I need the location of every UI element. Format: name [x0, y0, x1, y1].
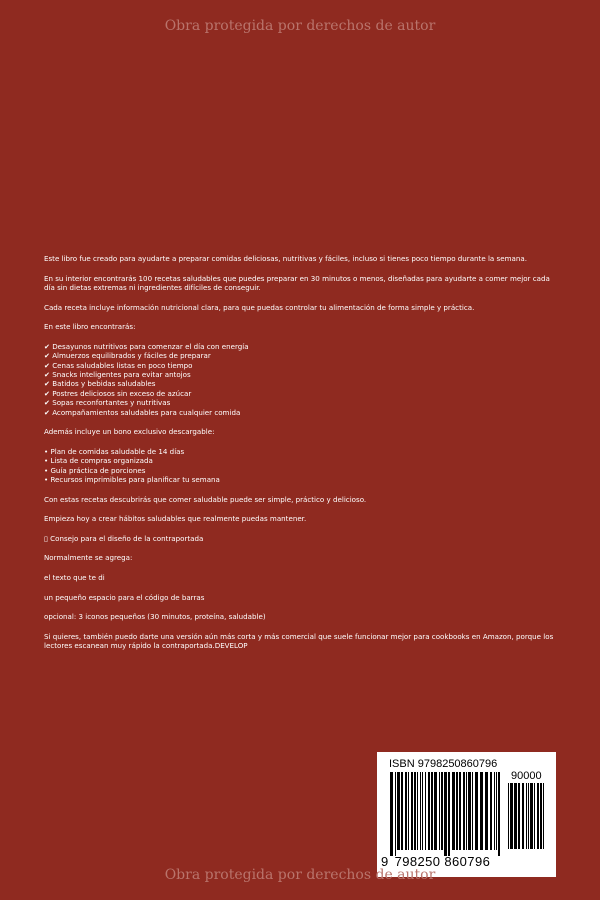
barcode-bar	[420, 772, 421, 850]
barcode-bar	[468, 772, 471, 850]
barcode-bar	[466, 772, 467, 850]
isbn-digit-first: 9	[381, 854, 389, 869]
barcode-bar	[518, 783, 520, 849]
isbn-barcode	[377, 752, 556, 877]
barcode-bar	[441, 772, 443, 850]
barcode-bar	[401, 772, 403, 850]
barcode-bar	[405, 772, 407, 850]
feature-item: ✔ Acompañamientos saludables para cualquier comida	[44, 407, 241, 417]
bonus-list	[44, 447, 560, 485]
barcode-bar	[494, 772, 495, 850]
barcode-bar	[540, 783, 542, 849]
barcode-bar	[417, 772, 418, 850]
feature-item: ✔ Sopas reconfortantes y nutritivas	[44, 398, 171, 408]
recipes-paragraph: En su interior encontrarás 100 recetas saludables que puedes preparar en 30 minutos o menos, diseñadas para ayudarte a comer mejor cada día sin dietas extremas ni ingredientes difíciles de conseguir.	[44, 273, 550, 292]
barcode-bar	[397, 772, 400, 850]
design-tip-item: el texto que te di	[44, 573, 105, 582]
barcode-bar	[537, 783, 539, 849]
nutrition-paragraph: Cada receta incluye información nutricional clara, para que puedas controlar tu alimentación de forma simple y práctica.	[44, 302, 475, 312]
price-code-label: 90000	[511, 770, 542, 782]
barcode-bar	[411, 772, 413, 850]
barcode-bar	[459, 772, 461, 850]
barcode-bar	[444, 772, 447, 856]
barcode-bar	[431, 772, 433, 850]
feature-item: ✔ Postres deliciosos sin exceso de azúcar	[44, 388, 192, 398]
isbn-digit-group-left: 798250	[394, 854, 441, 869]
bonus-item: • Recursos imprimibles para planificar tu semana	[44, 475, 220, 485]
barcode-bar	[390, 772, 393, 856]
feature-item: ✔ Batidos y bebidas saludables	[44, 379, 156, 389]
barcode-bar	[408, 772, 409, 850]
barcode-bar	[508, 783, 509, 849]
features-list	[44, 342, 560, 417]
barcode-bar	[543, 783, 544, 849]
barcode-bar	[425, 772, 426, 850]
barcode-bars	[390, 772, 502, 856]
barcode-bar	[428, 772, 430, 850]
watermark-top: Obra protegida por derechos de autor	[164, 18, 436, 34]
barcode-bar	[422, 772, 423, 850]
barcode-bar	[528, 783, 529, 849]
barcode-bar	[498, 772, 500, 856]
barcode-bar	[414, 772, 416, 850]
bonus-item: • Lista de compras organizada	[44, 456, 153, 466]
barcode-bar	[456, 772, 458, 850]
feature-item: ✔ Desayunos nutritivos para comenzar el día con energía	[44, 341, 249, 351]
intro-paragraph: Este libro fue creado para ayudarte a preparar comidas deliciosas, nutritivas y fáciles, incluso si tienes poco tiempo durante la semana.	[44, 254, 527, 263]
closing-paragraph-2: Empieza hoy a crear hábitos saludables que realmente puedas mantener.	[44, 514, 307, 524]
barcode-bar	[472, 772, 473, 850]
barcode-bar	[480, 772, 483, 850]
barcode-bar	[452, 772, 455, 850]
feature-item: ✔ Snacks inteligentes para evitar antojos	[44, 370, 191, 379]
barcode-bar	[434, 772, 437, 850]
barcode-bar	[496, 772, 497, 850]
barcode-bar	[534, 783, 535, 849]
barcode-bar	[448, 772, 450, 856]
design-tip-heading: ▯ Consejo para el diseño de la contraportada	[44, 533, 204, 543]
design-tip-intro: Normalmente se agrega:	[44, 553, 133, 563]
barcode-bar	[439, 772, 440, 850]
watermark-bottom: Obra protegida por derechos de autor	[164, 867, 436, 883]
feature-item: ✔ Cenas saludables listas en poco tiempo	[44, 360, 193, 370]
barcode-bar	[510, 783, 513, 849]
design-tip-item: opcional: 3 iconos pequeños (30 minutos, proteína, saludable)	[44, 612, 266, 622]
back-cover-text	[44, 254, 560, 661]
final-paragraph: Si quieres, también puedo darte una versión aún más corta y más comercial que suele funcionar mejor para cookbooks en Amazon, porque los lectores escanean muy rápido la contraportada.DEVELOP	[44, 631, 554, 651]
barcode-addon-bars	[508, 783, 548, 855]
barcode-bar	[526, 783, 527, 849]
bonus-heading: Además incluye un bono exclusivo descargable:	[44, 427, 215, 437]
bonus-item: • Plan de comidas saludable de 14 días	[44, 446, 185, 456]
list-heading: En este libro encontrarás:	[44, 322, 136, 332]
barcode-bar	[463, 772, 465, 850]
design-tip-item: un pequeño espacio para el código de barras	[44, 592, 205, 602]
barcode-bar	[514, 783, 517, 849]
barcode-bar	[395, 772, 396, 856]
barcode-bar	[490, 772, 492, 850]
barcode-bar	[475, 772, 478, 850]
isbn-label: ISBN 9798250860796	[389, 758, 498, 770]
barcode-bar	[522, 783, 524, 849]
barcode-bar	[485, 772, 488, 850]
isbn-digit-group-right: 860796	[444, 854, 491, 869]
feature-item: ✔ Almuerzos equilibrados y fáciles de preparar	[44, 351, 211, 361]
closing-paragraph-1: Con estas recetas descubrirás que comer saludable puede ser simple, práctico y delicioso.	[44, 494, 367, 504]
bonus-item: • Guía práctica de porciones	[44, 465, 146, 475]
barcode-bar	[530, 783, 533, 849]
